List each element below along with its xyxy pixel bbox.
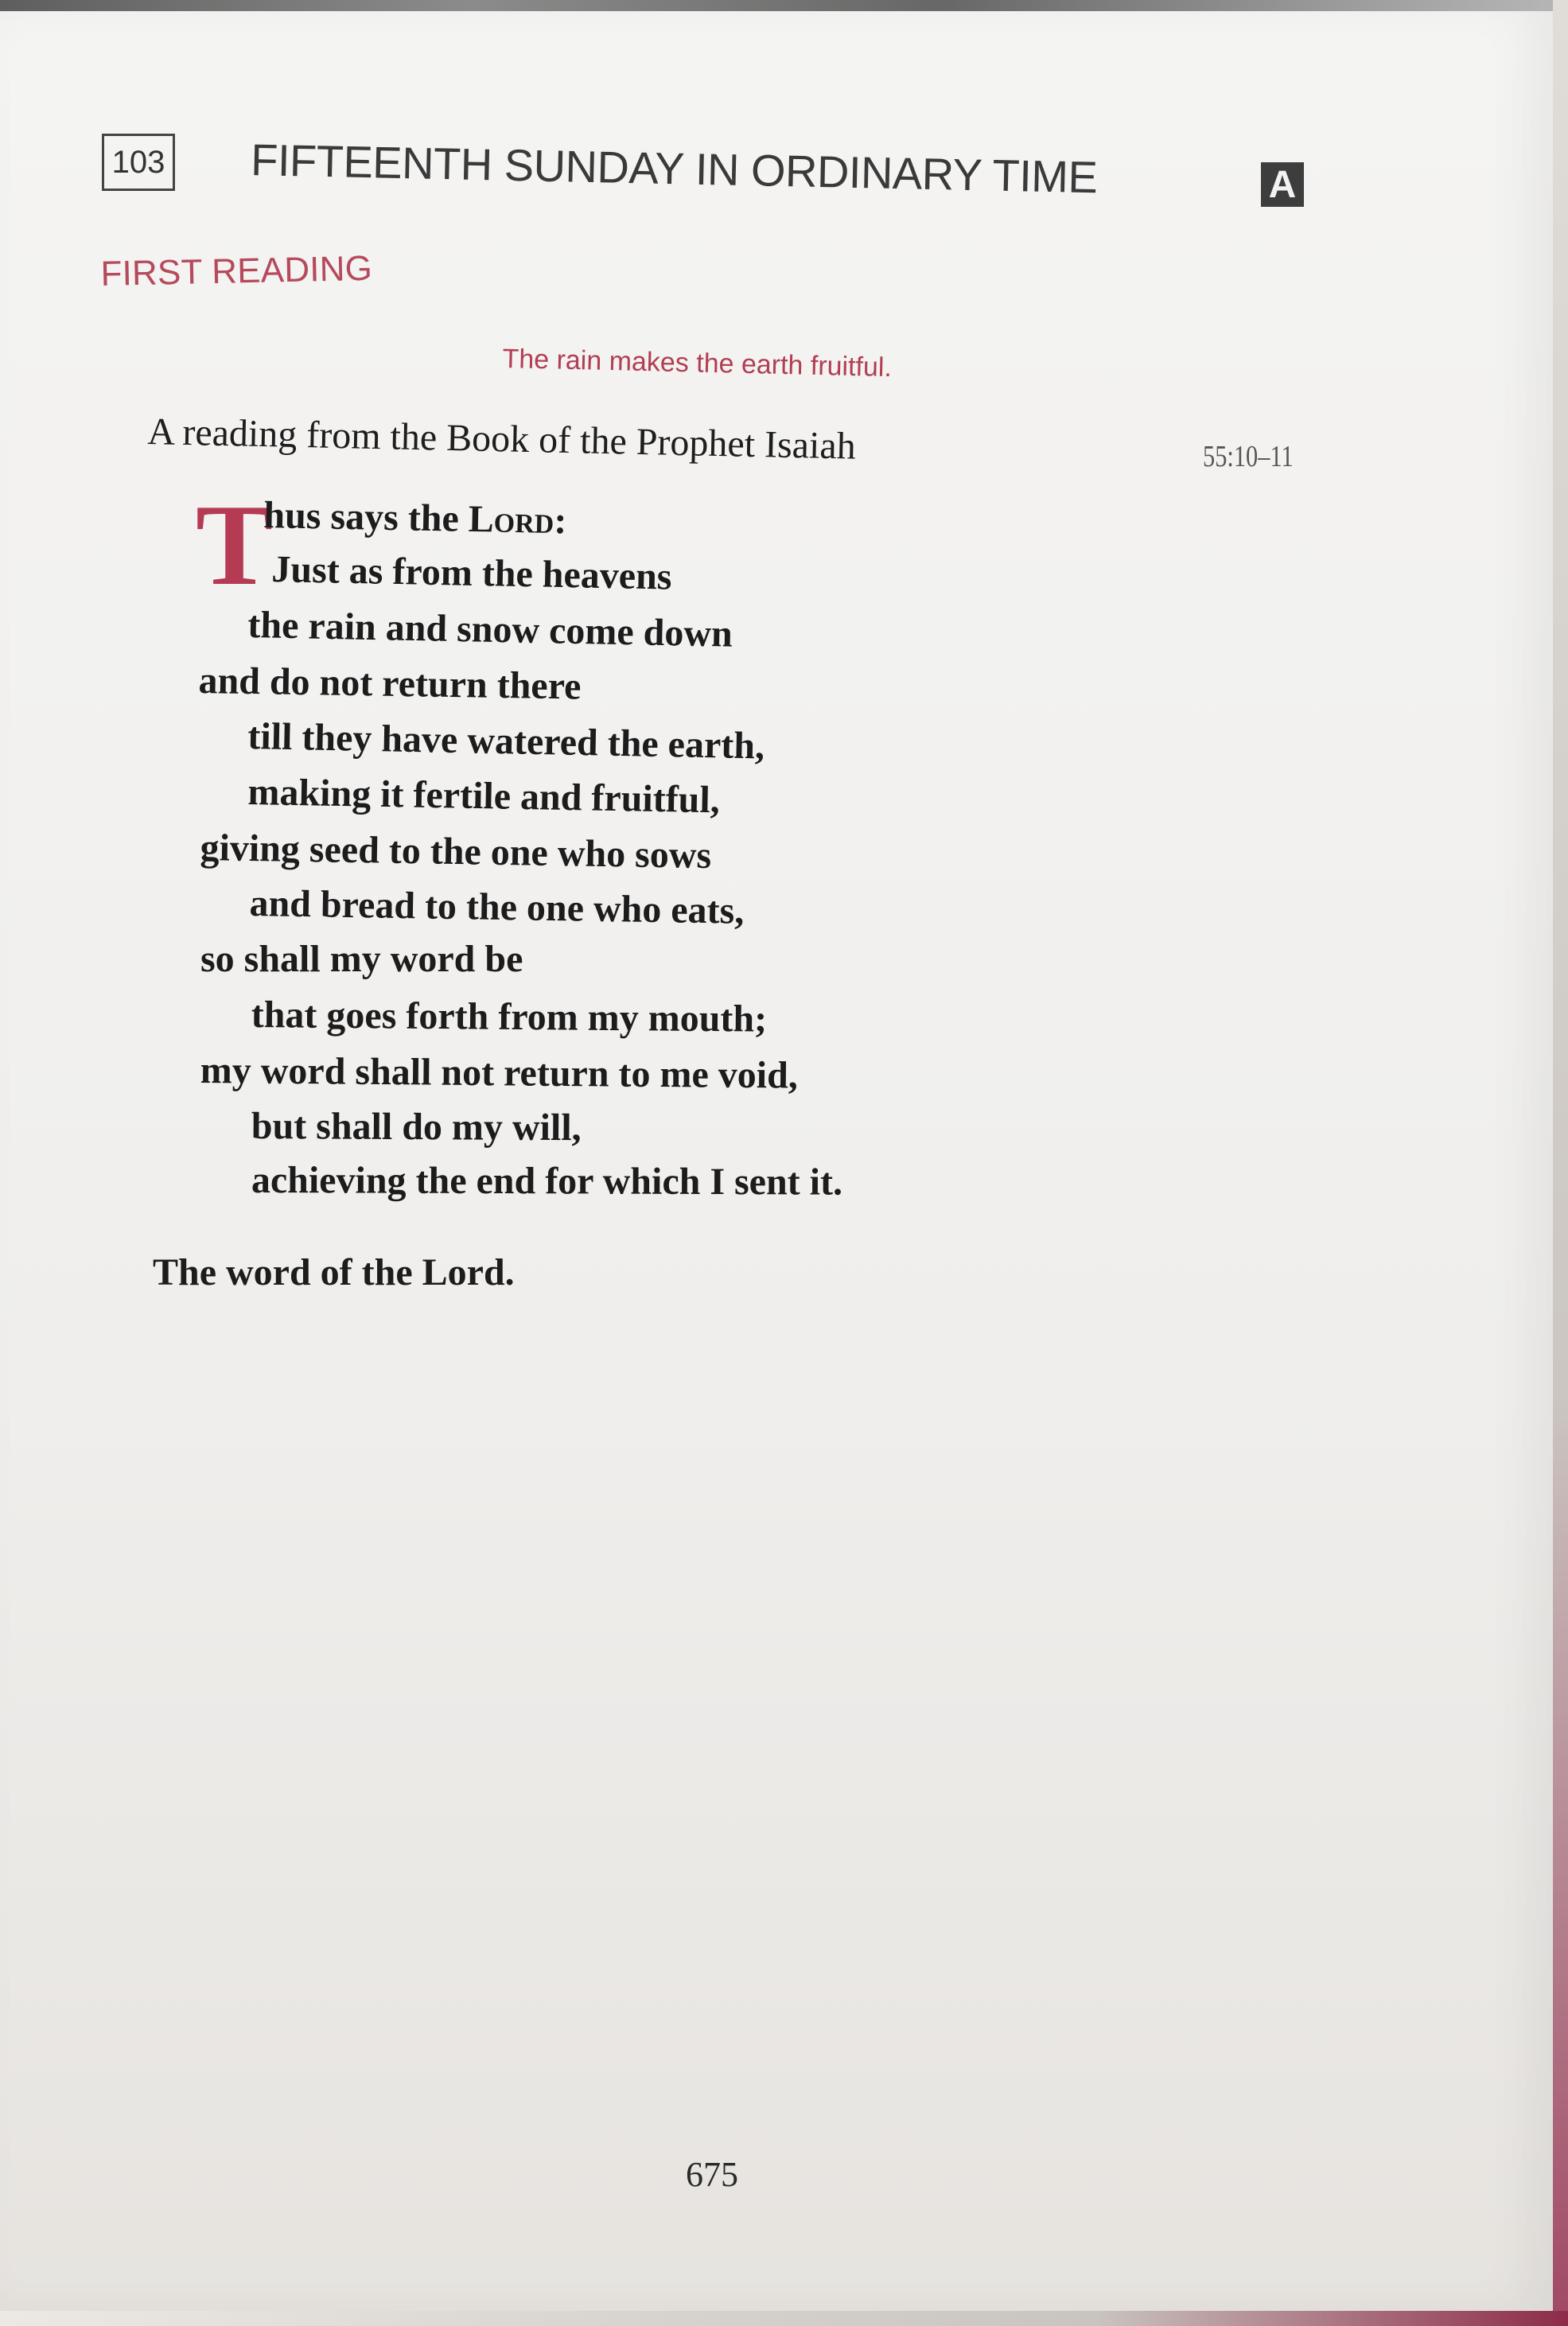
page-edge-right <box>1553 0 1568 2326</box>
section-heading: FIRST READING <box>100 248 373 294</box>
reading-line: giving seed to the one who sows <box>200 826 712 877</box>
reading-line: and do not return there <box>198 659 582 708</box>
reading-line: but shall do my will, <box>251 1105 582 1149</box>
scripture-citation: 55:10–11 <box>1203 440 1294 473</box>
reading-line: and bread to the one who eats, <box>249 881 745 932</box>
page-edge-bottom <box>0 2311 1568 2326</box>
reading-intro: A reading from the Book of the Prophet Isaiah <box>146 410 857 468</box>
reading-line: the rain and snow come down <box>247 603 733 655</box>
reading-line: achieving the end for which I sent it. <box>251 1159 843 1204</box>
top-shadow <box>0 0 1568 11</box>
reading-line: so shall my word be <box>200 938 523 980</box>
reading-subtitle: The rain makes the earth fruitful. <box>502 344 893 383</box>
reading-line: that goes forth from my mouth; <box>251 994 768 1040</box>
first-line-text: hus says the <box>263 493 469 540</box>
reading-conclusion: The word of the Lord. <box>153 1251 515 1293</box>
section-number: 103 <box>111 144 165 180</box>
first-line-colon: : <box>553 500 567 543</box>
drop-cap: T <box>196 480 274 609</box>
reading-line: till they have watered the earth, <box>247 714 765 768</box>
reading-line-first <box>263 493 567 543</box>
lord-word: Lord <box>468 497 554 542</box>
reading-line: my word shall not return to me void, <box>200 1049 799 1097</box>
cycle-badge: A <box>1261 162 1304 207</box>
reading-line: making it fertile and fruitful, <box>247 770 721 822</box>
page-title: FIFTEENTH SUNDAY IN ORDINARY TIME <box>250 134 1098 203</box>
reading-line: Just as from the heavens <box>270 547 672 598</box>
section-number-box <box>102 134 175 191</box>
page-number: 675 <box>686 2155 738 2194</box>
